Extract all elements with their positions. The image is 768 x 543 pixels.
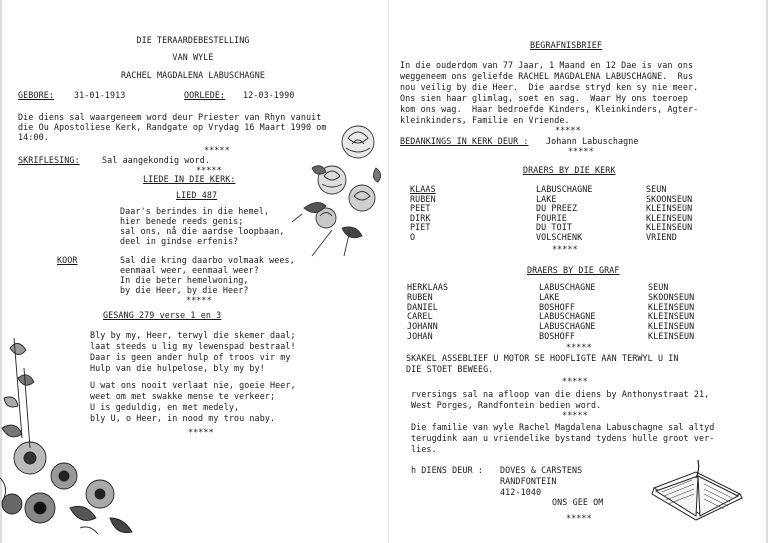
gesang-line: bly U, o Heer, in nood my trou naby.	[90, 413, 276, 423]
family-thanks-line: terugdink aan u vriendelike bystand tydens hulle groot ver-	[411, 433, 715, 443]
bearer-relation: SEUN	[646, 184, 667, 194]
bearer-surname: DU PREEZ	[536, 203, 578, 213]
bearer-relation: KLEINSEUN	[648, 321, 695, 332]
obituary-line: In die ouderdom van 77 Jaar, 1 Maand en 12 Dae is van ons	[400, 60, 694, 70]
obituary-line: Ons sien haar glimlag, soet en sag. Waar Hy ons toeroep	[400, 93, 688, 103]
bearer-relation: KLEINSEUN	[648, 311, 695, 322]
bearer-first-name: PEET	[410, 203, 431, 213]
obituary-heading: BEGRAFNISBRIEF	[530, 40, 602, 50]
died-date: 12-03-1990	[243, 90, 295, 100]
gesang-label: GESANG 279 verse 1 en 3	[103, 310, 222, 320]
bearer-first-name: RUBEN	[410, 193, 436, 204]
bearer-first-name: DANIEL	[407, 301, 438, 312]
koor-line: Sal die kring daarbo volmaak wees,	[120, 255, 295, 265]
undertaker-name: DOVES & CARSTENS	[500, 465, 583, 475]
gesang-line: Bly by my, Heer, terwyl die skemer daal;	[90, 330, 296, 340]
gesang-line: Hulp van die hulpelose, bly my by!	[90, 363, 265, 373]
bearer-relation: KLEINSEUN	[646, 203, 693, 213]
page-fold	[388, 0, 389, 543]
bearer-surname: LABUSCHAGNE	[539, 321, 596, 332]
koor-line: by die Heer, by die Heer?	[120, 285, 249, 295]
koor-line: eenmaal weer, eenmaal weer?	[120, 265, 259, 275]
hymn-line: hier benede reeds genis;	[120, 216, 244, 226]
stars-separator: *****	[196, 165, 222, 175]
bearer-surname: LAKE	[536, 193, 557, 204]
bearer-relation: SEUN	[648, 282, 669, 292]
hymns-heading: LIEDE IN DIE KERK:	[143, 174, 236, 184]
obituary-line: nou veilig by die Heer. Die aardse stryd ken sy nie meer.	[400, 82, 699, 92]
born-date: 31-01-1913	[74, 90, 126, 100]
died-label: OORLEDE:	[184, 90, 226, 100]
gesang-line: weet om met swakke mense te verkeer;	[90, 391, 276, 401]
obituary-line: kom ons wag. Haar bedroefde Kinders, Kleinkinders, Agter-	[400, 104, 699, 114]
stars-separator: *****	[204, 145, 230, 155]
bearer-surname: BOSHOFF	[539, 331, 575, 341]
born-label: GEBORE:	[18, 90, 54, 100]
gesang-line: laat steeds u lig my lewenspad bestraal!	[90, 341, 296, 351]
bearer-surname: FOURIE	[536, 212, 567, 223]
bearer-first-name: PIET	[410, 222, 431, 232]
stars-separator: *****	[188, 427, 214, 437]
thanks-label: BEDANKINGS IN KERK DEUR :	[400, 136, 529, 146]
grave-bearers-heading: DRAERS BY DIE GRAF	[527, 265, 620, 275]
refreshments-line: rversings sal na afloop van die diens by Anthonystraat 21,	[411, 389, 710, 399]
family-thanks-line: lies.	[411, 444, 437, 454]
stars-separator: *****	[555, 125, 581, 135]
bearer-surname: LABUSCHAGNE	[539, 311, 596, 322]
open-book-illustration	[648, 458, 748, 530]
title-name: RACHEL MAGDALENA LABUSCHAGNE	[121, 70, 265, 80]
hymn-line: Daar's berindes in die hemel,	[120, 206, 270, 216]
bearer-surname: DU TOIT	[536, 222, 572, 232]
bearer-relation: VRIEND	[646, 231, 677, 242]
bearer-relation: KLEINSEUN	[646, 222, 693, 232]
undertaker-phone: 412-1040	[500, 487, 542, 497]
title-line-1: DIE TERAARDEBESTELLING	[136, 35, 250, 45]
bearer-first-name: JOHAN	[407, 331, 433, 341]
bearer-first-name: RUBEN	[407, 291, 433, 302]
headlights-notice: SKAKEL ASSEBLIEF U MOTOR SE HOOFLIGTE AAN TERWYL U IN	[406, 353, 679, 363]
service-line-3: 14:00.	[18, 132, 49, 142]
obituary-line: weggeneem ons geliefde RACHEL MAGDALENA LABUSCHAGNE. Rus	[400, 71, 694, 81]
bearer-surname: VOLSCHENK	[536, 231, 583, 242]
stars-separator: *****	[562, 410, 588, 420]
obituary-line: kleinkinders, Familie en Vriende.	[400, 115, 570, 125]
bearer-surname: LABUSCHAGNE	[536, 184, 593, 194]
stars-separator: *****	[568, 146, 594, 156]
headlights-notice: DIE STOET BEWEEG.	[406, 364, 494, 374]
stars-separator: *****	[566, 513, 592, 523]
stars-separator: *****	[186, 295, 212, 305]
stars-separator: *****	[562, 376, 588, 386]
hymn-label: LIED 487	[176, 190, 218, 200]
bearer-first-name: KLAAS	[410, 184, 436, 194]
reading-label: SKRIFLESING:	[18, 155, 80, 165]
service-by-label: h DIENS DEUR :	[411, 465, 483, 475]
thanks-name: Johann Labuschagne	[546, 136, 639, 146]
hymn-line: deel in gindse erfenis?	[120, 236, 239, 246]
koor-line: In die beter hemelwoning,	[120, 275, 249, 285]
service-line-2: die Ou Apostoliese Kerk, Randgate op Vrydag 16 Maart 1990 om	[18, 122, 327, 132]
bearer-surname: LAKE	[539, 291, 560, 302]
refreshments-line: West Porges, Randfontein bedien word.	[411, 400, 602, 410]
stars-separator: *****	[566, 342, 592, 352]
bearer-first-name: O	[410, 231, 416, 242]
church-bearers-heading: DRAERS BY DIE KERK	[523, 165, 616, 175]
koor-label: KOOR	[57, 255, 78, 265]
bearer-surname: LABUSCHAGNE	[539, 282, 596, 292]
bearer-first-name: DIRK	[410, 212, 431, 223]
bearer-relation: KLEINSEUN	[646, 212, 693, 223]
roses-illustration	[292, 118, 388, 258]
reading-text: Sal aangekondig word.	[102, 155, 210, 165]
gesang-line: Daar is geen ander hulp of troos vir my	[90, 352, 291, 362]
title-line-2: VAN WYLE	[172, 52, 214, 62]
family-thanks-line: Die familie van wyle Rachel Magdalena Labuschagne sal altyd	[411, 422, 715, 432]
flowers-illustration	[0, 318, 140, 543]
gesang-line: U is geduldig, en met medely,	[90, 402, 240, 412]
bearer-relation: SKOONSEUN	[646, 193, 693, 204]
bearer-first-name: JOHANN	[407, 321, 438, 332]
stars-separator: *****	[552, 244, 578, 254]
bearer-relation: KLEINSEUN	[648, 301, 695, 312]
undertaker-town: RANDFONTEIN	[500, 476, 557, 486]
bearer-first-name: CAREL	[407, 311, 433, 322]
bearer-first-name: HERKLAAS	[407, 282, 449, 292]
bearer-surname: BOSHOFF	[539, 301, 575, 312]
bearer-relation: KLEINSEUN	[648, 331, 695, 341]
undertaker-motto: ONS GEE OM	[552, 497, 604, 507]
service-line-1: Die diens sal waargeneem word deur Priester van Rhyn vanuit	[18, 112, 322, 122]
bearer-relation: SKOONSEUN	[648, 291, 695, 302]
gesang-line: U wat ons nooit verlaat nie, goeie Heer,	[90, 380, 296, 390]
hymn-line: sal ons, nå die aardse loopbaan,	[120, 226, 285, 236]
